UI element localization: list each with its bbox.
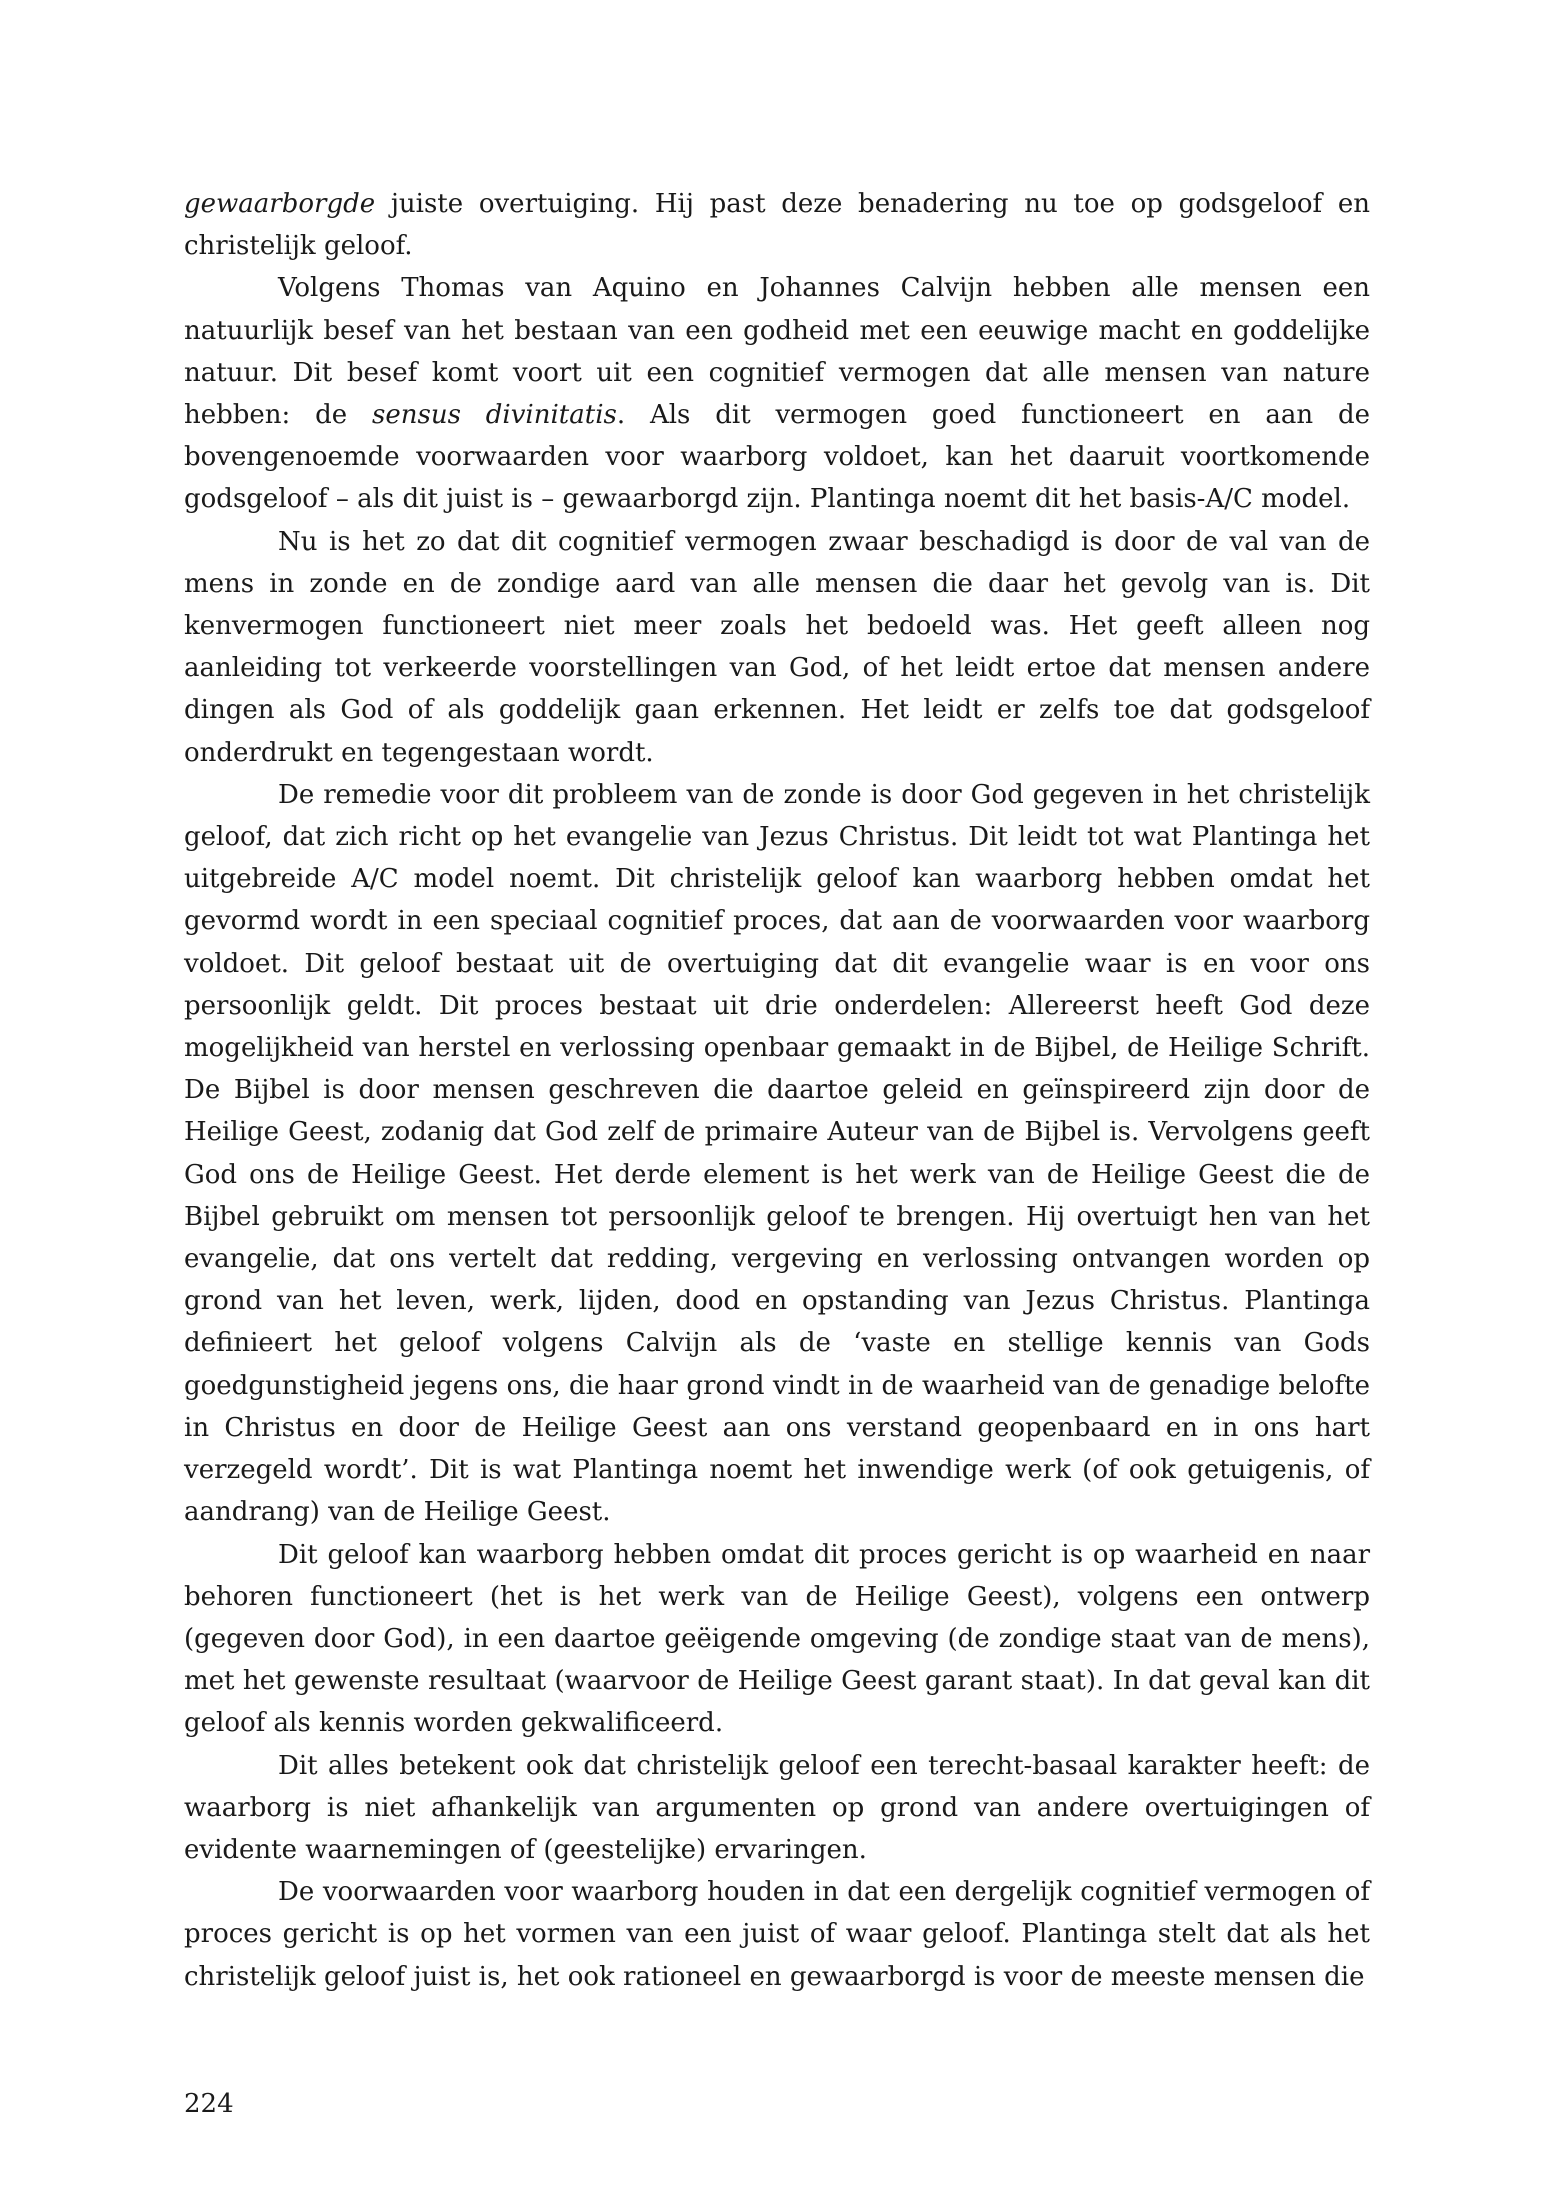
text-run: juiste overtuiging. Hij past deze benadering nu toe op godsgeloof en christelijk geloof. bbox=[184, 189, 1370, 262]
paragraph-1 bbox=[184, 183, 1370, 267]
italic-term: sensus divinitatis bbox=[372, 400, 617, 431]
text-run: . Als dit vermogen goed functioneert en aan de bovengenoemde voorwaarden voor waarborg voldoet, kan het daaruit voortkomende godsgeloof – als dit juist is – gewaarborgd zijn. Plantinga noemt dit het basis-A/C model. bbox=[184, 400, 1370, 515]
italic-term: gewaarborgde bbox=[184, 189, 376, 219]
text-run: Dit alles betekent ook dat christelijk geloof een terecht-basaal karakter heeft: de waarborg is niet afhankelijk van argumenten op grond van andere overtuigingen of evidente waarnemingen of (geestelijke) ervaringen. bbox=[184, 1750, 1370, 1865]
paragraph-2 bbox=[184, 267, 1370, 520]
paragraph-4 bbox=[184, 774, 1370, 1534]
body-text bbox=[184, 183, 1370, 1998]
page-number: 224 bbox=[184, 2089, 234, 2119]
paragraph-6 bbox=[184, 1745, 1370, 1872]
text-run: De remedie voor dit probleem van de zonde is door God gegeven in het christelijk geloof, dat zich richt op het evangelie van Jezus Christus. Dit leidt tot wat Plantinga het uitgebreide A/C model noemt. Dit christelijk geloof kan waarborg hebben omdat het gevormd wordt in een speciaal cognitief proces, dat aan de voorwaarden voor waarborg voldoet. Dit geloof bestaat uit de overtuiging dat dit evangelie waar is en voor ons persoonlijk geldt. Dit proces bestaat uit drie onderdelen: Allereerst heeft God deze mogelijkheid van herstel en verlossing openbaar gemaakt in de Bijbel, de Heilige Schrift. De Bijbel is door mensen geschreven die daartoe geleid en geïnspireerd zijn door de Heilige Geest, zodanig dat God zelf de primaire Auteur van de Bijbel is. Vervolgens geeft God ons de Heilige Geest. Het derde element is het werk van de Heilige Geest die de Bijbel gebruikt om mensen tot persoonlijk geloof te brengen. Hij overtuigt hen van het evangelie, dat ons vertelt dat redding, vergeving en verlossing ontvangen worden op grond van het leven, werk, lijden, dood en opstanding van Jezus Christus. Plantinga definieert het geloof volgens Calvijn als de ‘vaste en stellige kennis van Gods goedgunstigheid jegens ons, die haar grond vindt in de waarheid van de genadige belofte in Christus en door de Heilige Geest aan ons verstand geopenbaard en in ons hart verzegeld wordt’. Dit is wat Plantinga noemt het inwendige werk (of ook getuigenis, of aandrang) van de Heilige Geest. bbox=[184, 779, 1370, 1528]
text-run: De voorwaarden voor waarborg houden in dat een dergelijk cognitief vermogen of proces gericht is op het vormen van een juist of waar geloof. Plantinga stelt dat als het christelijk geloof juist is, het ook rationeel en gewaarborgd is voor de meeste mensen die bbox=[184, 1877, 1370, 1992]
text-run: Nu is het zo dat dit cognitief vermogen zwaar beschadigd is door de val van de mens in zonde en de zondige aard van alle mensen die daar het gevolg van is. Dit kenvermogen functioneert niet meer zoals het bedoeld was. Het geeft alleen nog aanleiding tot verkeerde voorstellingen van God, of het leidt ertoe dat mensen andere dingen als God of als goddelijk gaan erkennen. Het leidt er zelfs toe dat godsgeloof onderdrukt en tegengestaan wordt. bbox=[184, 526, 1370, 768]
paragraph-5 bbox=[184, 1534, 1370, 1745]
paragraph-7 bbox=[184, 1871, 1370, 1998]
text-run: Volgens Thomas van Aquino en Johannes Calvijn hebben alle mensen een natuurlijk besef van het bestaan van een godheid met een eeuwige macht en goddelijke natuur. Dit besef komt voort uit een cognitief vermogen dat alle mensen van nature hebben: de bbox=[184, 273, 1370, 431]
text-run: Dit geloof kan waarborg hebben omdat dit proces gericht is op waarheid en naar behoren functioneert (het is het werk van de Heilige Geest), volgens een ontwerp (gegeven door God), in een daartoe geëigende omgeving (de zondige staat van de mens), met het gewenste resultaat (waarvoor de Heilige Geest garant staat). In dat geval kan dit geloof als kennis worden gekwalificeerd. bbox=[184, 1539, 1370, 1739]
paragraph-3 bbox=[184, 521, 1370, 774]
